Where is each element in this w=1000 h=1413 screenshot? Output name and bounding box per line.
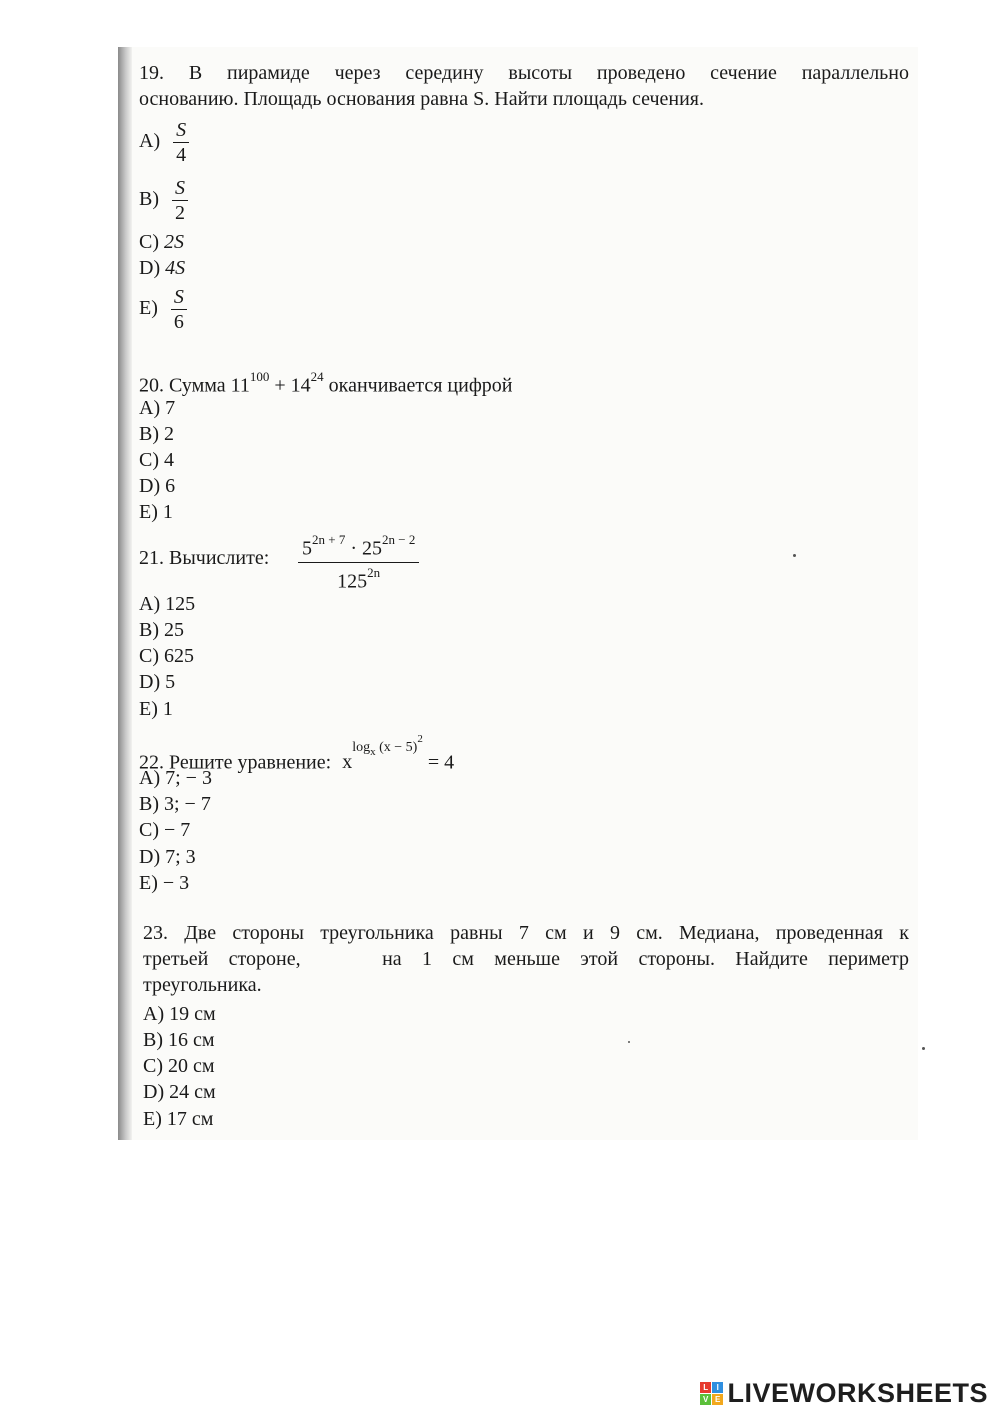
q23-option-e[interactable]: E) 17 см bbox=[143, 1108, 214, 1130]
fraction-denominator: $125^{2n}$ bbox=[298, 562, 419, 595]
q22-option-b[interactable]: B) 3; − 7 bbox=[139, 793, 211, 815]
q19-option-a[interactable]: A) $\frac{S}{4}$ bbox=[139, 118, 189, 167]
q23-option-b[interactable]: B) 16 см bbox=[143, 1029, 215, 1051]
q20-option-a[interactable]: A) 7 bbox=[139, 397, 176, 419]
scan-speck bbox=[922, 1047, 925, 1050]
q22-option-e[interactable]: E) − 3 bbox=[139, 872, 190, 894]
question-23 bbox=[143, 920, 909, 998]
question-19-line-2: основанию. Площадь основания равна S. Найти площадь сечения. bbox=[139, 88, 705, 110]
q23-option-d[interactable]: D) 24 см bbox=[143, 1081, 216, 1103]
q22-option-d[interactable]: D) 7; 3 bbox=[139, 846, 196, 868]
q20-option-c[interactable]: C) 4 bbox=[139, 449, 174, 471]
q21-option-b[interactable]: B) 25 bbox=[139, 619, 184, 641]
fraction: $\frac{S}{6}$ bbox=[171, 285, 187, 334]
q21-option-e[interactable]: E) 1 bbox=[139, 698, 173, 720]
q23-option-a[interactable]: A) 19 см bbox=[143, 1003, 216, 1025]
liveworksheets-logo[interactable] bbox=[700, 1378, 988, 1408]
question-19-line-1: 19. В пирамиде через середину высоты проведено сечение параллельно bbox=[139, 62, 909, 84]
q19-option-c[interactable]: C) 2S bbox=[139, 231, 184, 253]
scan-shadow-edge bbox=[118, 47, 132, 1140]
question-21-prefix: 21. Вычислите: bbox=[139, 547, 270, 569]
q19-option-b[interactable]: B) $\frac{S}{2}$ bbox=[139, 176, 188, 225]
question-23-line-1: 23. Две стороны треугольника равны 7 см и 9 см. Медиана, проведенная к bbox=[143, 922, 909, 944]
question-23-line-2: третьей стороне, на 1 см меньше этой стороны. Найдите периметр bbox=[143, 948, 909, 970]
q21-option-d[interactable]: D) 5 bbox=[139, 671, 176, 693]
question-23-line-3: треугольника. bbox=[143, 974, 262, 996]
question-21-fraction bbox=[298, 530, 419, 594]
q22-option-a[interactable]: A) 7; − 3 bbox=[139, 767, 212, 789]
q20-option-d[interactable]: D) 6 bbox=[139, 475, 176, 497]
q21-option-a[interactable]: A) 125 bbox=[139, 593, 196, 615]
question-20: 20. Сумма $11^{100} + 14^{24}$ оканчивается цифрой bbox=[139, 369, 513, 397]
q22-option-c[interactable]: C) − 7 bbox=[139, 819, 191, 841]
brand-name: LIVEWORKSHEETS bbox=[727, 1377, 988, 1408]
q19-option-d[interactable]: D) 4S bbox=[139, 257, 186, 279]
q20-option-e[interactable]: E) 1 bbox=[139, 501, 173, 523]
question-19 bbox=[139, 60, 909, 112]
scan-speck bbox=[793, 554, 796, 557]
question-22: 22. Решите уравнение: $x^{log_x (x - 5)^2} = 4$ bbox=[139, 733, 455, 774]
liveworksheets-logo-icon: L I V E bbox=[700, 1382, 723, 1405]
q19-option-e[interactable]: E) $\frac{S}{6}$ bbox=[139, 285, 187, 334]
fraction: $\frac{S}{4}$ bbox=[173, 118, 189, 167]
q21-option-c[interactable]: C) 625 bbox=[139, 645, 194, 667]
fraction: $\frac{S}{2}$ bbox=[172, 176, 188, 225]
q20-option-b[interactable]: B) 2 bbox=[139, 423, 174, 445]
q23-option-c[interactable]: C) 20 см bbox=[143, 1055, 215, 1077]
fraction-numerator: $5^{2n + 7} \cdot 25^{2n - 2}$ bbox=[302, 532, 416, 560]
scan-speck bbox=[628, 1041, 630, 1043]
